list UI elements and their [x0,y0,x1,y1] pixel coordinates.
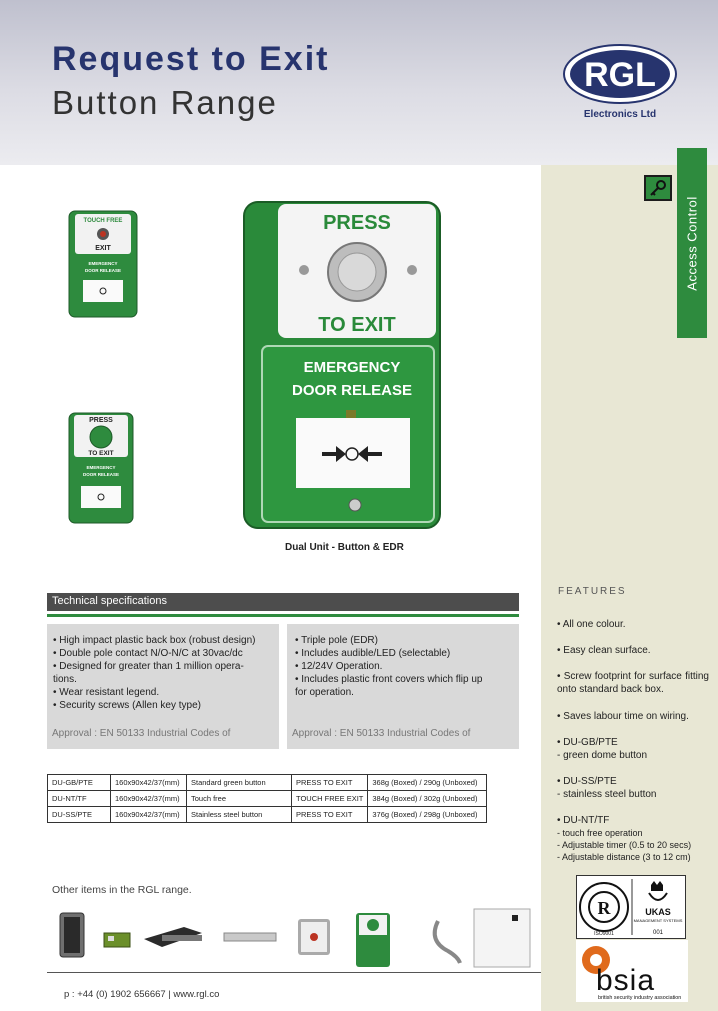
feature-item: • DU-GB/PTE [557,737,618,748]
specs-column-1 [47,624,279,749]
table-cell: 376g (Boxed) / 298g (Unboxed) [368,807,487,823]
other-items-heading: Other items in the RGL range. [52,884,192,896]
specs-heading: Technical specifications [52,595,167,607]
specs-divider [47,614,519,617]
ukas-sub: MANAGEMENT SYSTEMS [633,918,683,923]
ukas-number: 001 [652,930,664,936]
svg-text:PRESS: PRESS [323,212,391,234]
table-cell: PRESS TO EXIT [292,775,368,791]
feature-item: • DU-NT/TF [557,815,610,826]
page-title: Request to Exit [52,40,330,78]
svg-text:EXIT: EXIT [95,245,111,252]
spec-item: • Includes plastic front covers which flip up [295,674,483,685]
door-loop-image [435,921,460,963]
table-cell: DU-NT/TF [48,791,111,807]
bsia-logo [576,940,688,1002]
svg-text:PRESS: PRESS [89,417,113,424]
product-table [47,774,487,823]
bsia-subtext: british security industry association [598,995,682,1001]
spec-item: • Includes audible/LED (selectable) [295,648,451,659]
electric-strike-image [144,927,202,947]
table-row [48,807,487,823]
svg-text:DOOR RELEASE: DOOR RELEASE [291,382,413,399]
footer-divider [47,972,541,973]
product-caption: Dual Unit - Button & EDR [285,542,404,553]
svg-text:EMERGENCY: EMERGENCY [88,261,118,266]
footer-contact: p : +44 (0) 1902 656667 | www.rgl.co [64,989,220,1000]
logo-text: RGL [584,56,656,94]
green-button-thumb-image [356,913,390,967]
table-cell: 160x90x42/37(mm) [111,807,187,823]
features-heading: FEATURES [558,586,627,597]
table-row [48,775,487,791]
svg-text:TO EXIT: TO EXIT [88,450,114,457]
touch-free-unit-image [68,210,138,318]
certification-badges [576,875,686,939]
specs-heading-bar [47,593,519,611]
svg-text:EMERGENCY: EMERGENCY [86,465,116,470]
feature-item: - green dome button [557,750,648,761]
feature-item: • Easy clean surface. [557,645,651,656]
spec-item: tions. [53,674,77,685]
svg-text:EMERGENCY: EMERGENCY [303,359,401,376]
feature-item: - touch free operation [557,828,643,838]
approval-text: Approval : EN 50133 Industrial Codes of [52,728,231,739]
table-cell: 368g (Boxed) / 290g (Unboxed) [368,775,487,791]
spec-item: • Triple pole (EDR) [295,635,378,646]
svg-text:TO EXIT: TO EXIT [318,314,396,336]
table-cell: 160x90x42/37(mm) [111,775,187,791]
logo-subtext: Electronics Ltd [583,109,657,120]
circuit-board-image [104,933,130,947]
svg-text:DOOR RELEASE: DOOR RELEASE [84,268,122,273]
keypad-image [60,913,84,957]
feature-item: - Adjustable timer (0.5 to 20 secs) [557,840,692,850]
rgl-logo [562,42,682,124]
table-cell: Stainless steel button [187,807,292,823]
table-row [48,791,487,807]
spec-item: • Double pole contact N/O-N/C at 30vac/dc [53,648,243,659]
ukas-label: UKAS [645,907,671,917]
bsia-wordmark: bsia [596,964,656,997]
svg-text:R: R [597,898,611,918]
feature-item: • Screw footprint for surface fitting onto standard back box. [557,671,709,695]
dual-unit-image [242,200,442,530]
table-cell: DU-GB/PTE [48,775,111,791]
spec-item: • Wear resistant legend. [53,687,160,698]
feature-item: • DU-SS/PTE [557,776,617,787]
table-cell: TOUCH FREE EXIT [292,791,368,807]
table-cell: 160x90x42/37(mm) [111,791,187,807]
approval-text: Approval : EN 50133 Industrial Codes of [292,728,471,739]
spec-item: for operation. [295,687,354,698]
table-cell: Standard green button [187,775,292,791]
feature-item: • All one colour. [557,619,626,630]
maglock-image [224,933,276,941]
iso-label: ISO9001 [594,931,614,937]
key-icon [644,175,672,201]
svg-text:DOOR RELEASE: DOOR RELEASE [82,472,120,477]
table-cell: PRESS TO EXIT [292,807,368,823]
spec-item: • Designed for greater than 1 million opera- [53,661,244,672]
table-cell: Touch free [187,791,292,807]
other-items-strip [52,905,537,969]
specs-column-2 [287,624,519,749]
spec-item: • 12/24V Operation. [295,661,383,672]
table-cell: 384g (Boxed) / 302g (Unboxed) [368,791,487,807]
spec-item: • Security screws (Allen key type) [53,700,201,711]
feature-item: - stainless steel button [557,789,657,800]
green-button-unit-image [68,412,134,524]
page-subtitle: Button Range [52,84,278,121]
feature-item: - Adjustable distance (3 to 12 cm) [557,852,691,862]
category-label: Access Control [684,195,700,291]
svg-text:TOUCH FREE: TOUCH FREE [83,218,123,224]
power-supply-image [474,909,530,967]
spec-item: • High impact plastic back box (robust design) [53,635,256,646]
table-cell: DU-SS/PTE [48,807,111,823]
feature-item: • Saves labour time on wiring. [557,711,689,722]
touch-free-thumb-image [298,919,330,955]
